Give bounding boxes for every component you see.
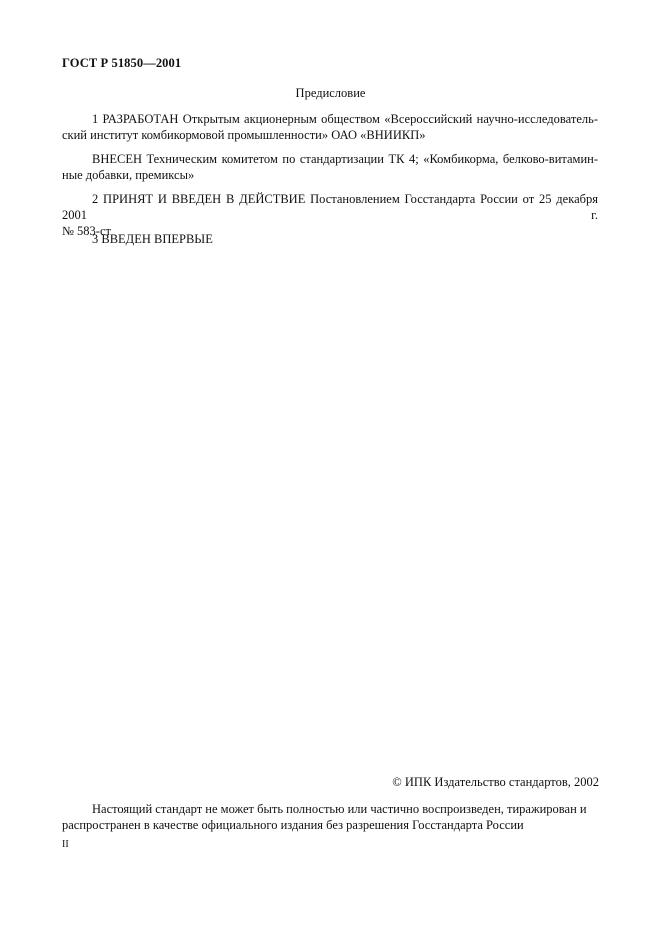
- paragraph-line: ные добавки, премиксы»: [62, 168, 195, 182]
- paragraph-line: ВНЕСЕН Техническим комитетом по стандартизации ТК 4; «Комбикорма, белково-витамин-: [92, 152, 598, 166]
- page-number: II: [62, 839, 69, 850]
- paragraph-line: № 583-ст: [62, 224, 111, 238]
- paragraph-developed-by: [62, 111, 598, 143]
- paragraph-line: ский институт комбикормовой промышленности» ОАО «ВНИИКП»: [62, 128, 426, 142]
- notice-line: распространен в качестве официального издания без разрешения Госстандарта России: [62, 818, 524, 832]
- page-title: Предисловие: [295, 86, 366, 100]
- paragraph-line: 2 ПРИНЯТ И ВВЕДЕН В ДЕЙСТВИЕ Постановлением Госстандарта России от 25 декабря 2001 г.: [62, 192, 598, 222]
- notice-line: Настоящий стандарт не может быть полностью или частично воспроизведен, тиражирован и: [92, 802, 587, 816]
- copyright-notice: © ИПК Издательство стандартов, 2002: [392, 775, 599, 789]
- paragraph-line: 3 ВВЕДЕН ВПЕРВЫЕ: [92, 232, 213, 246]
- paragraph-line: 1 РАЗРАБОТАН Открытым акционерным обществом «Всероссийский научно-исследователь-: [92, 112, 598, 126]
- reproduction-notice: [62, 801, 598, 833]
- paragraph-first-introduced: [62, 231, 598, 247]
- paragraph-introduced-by: [62, 151, 598, 183]
- standard-code-header: ГОСТ Р 51850—2001: [62, 56, 182, 70]
